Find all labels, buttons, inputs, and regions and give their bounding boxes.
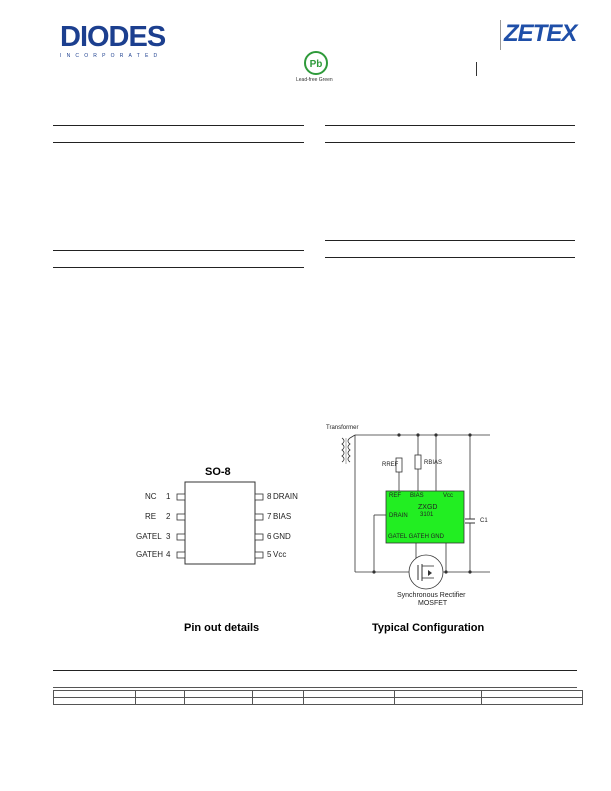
pin-6-name: GND [273,532,291,541]
pin-3-num: 3 [166,532,171,541]
table-row [54,698,583,705]
table-header-rule [53,687,577,688]
pin-2-num: 2 [166,512,171,521]
pin-8-num: 8 [267,492,272,501]
section-rule [325,142,575,143]
chip-part-line1: ZXGD [418,504,438,511]
pin-7-num: 7 [267,512,272,521]
zetex-logo: ZETEX [504,20,577,47]
pin-5-num: 5 [267,550,272,559]
section-rule [53,125,304,126]
package-title: SO-8 [205,466,231,478]
table-row [54,691,583,698]
pb-leaf-icon [303,50,329,76]
rbias-label: RBIAS [424,460,443,466]
bottom-rule [53,670,577,671]
section-rule [325,240,575,241]
section-rule [53,250,304,251]
section-rule [53,267,304,268]
pin-3-name: GATEL [136,532,162,541]
header-divider [476,62,477,76]
pin-7-name: BIAS [273,512,292,521]
typical-configuration-schematic [320,420,500,605]
section-rule [325,125,575,126]
zetex-logo-divider [500,20,501,50]
chip-bottom-pins: GATEL GATEH GND [388,534,444,540]
mosfet-label-line1: Synchronous Rectifier [397,592,466,599]
pinout-caption: Pin out details [184,622,260,634]
pin-1-name: NC [145,492,157,501]
section-rule [325,257,575,258]
chip-bias-label: BIAS [410,493,424,499]
pin-5-name: Vcc [273,550,287,559]
pin-4-name: GATEH [136,550,163,559]
ordering-table [53,690,583,705]
pin-8-name: DRAIN [273,492,298,501]
pb-caption: Lead-free Green [296,77,333,83]
pb-free-badge [303,50,329,76]
section-rule [53,142,304,143]
chip-ref-label: REF [389,493,401,499]
transformer-label: Transformer [326,425,359,431]
diodes-logo-text: DIODES [60,21,166,53]
diodes-logo-subtext: INCORPORATED [60,53,163,59]
pb-badge-text: Pb [309,59,323,70]
configuration-caption: Typical Configuration [372,622,485,634]
chip-drain-label: DRAIN [389,513,408,519]
chip-vcc-label: Vcc [443,493,454,499]
pin-6-num: 6 [267,532,272,541]
chip-part-line2: 3101 [420,512,434,518]
c1-label: C1 [480,518,488,524]
rref-label: RREF [382,462,399,468]
pin-1-num: 1 [166,492,171,501]
pin-4-num: 4 [166,550,171,559]
diodes-logo [60,22,185,64]
pin-2-name: RE [145,512,157,521]
mosfet-label-line2: MOSFET [418,600,448,607]
